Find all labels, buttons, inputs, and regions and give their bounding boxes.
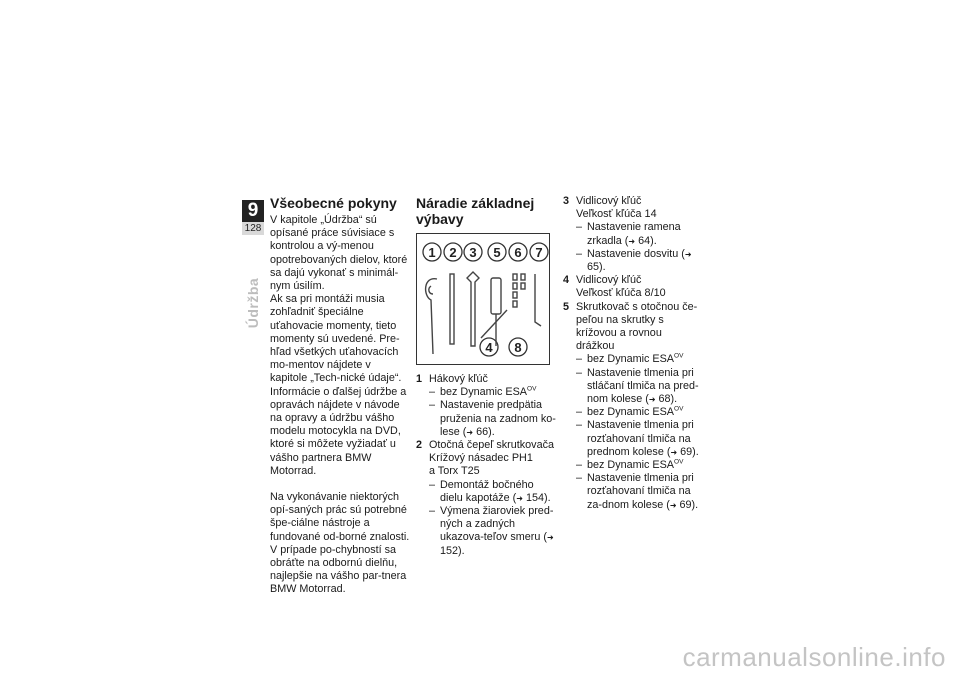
tool-label: 7 [535, 245, 543, 260]
tool-label: 5 [493, 245, 501, 260]
list-item [416, 373, 556, 439]
column-general-notes [270, 195, 410, 597]
page-ref: 64 [638, 234, 651, 247]
ov-marker: OV [674, 405, 684, 413]
chapter-tab [242, 200, 264, 235]
tool-label: 3 [469, 245, 477, 260]
item-number: 5 [563, 300, 570, 313]
column-toolkit [416, 195, 556, 558]
sub-item: – bez Dynamic $ESA^{OV}$ [576, 352, 684, 366]
item-detail: Krížový násadec PH1 [429, 452, 533, 465]
heading-general-notes: Všeobecné pokyny [270, 195, 397, 211]
item-detail: Veľkosť kľúča 8/10 [576, 287, 666, 300]
tool-list [563, 195, 703, 512]
paragraph: Informácie o ďalšej údržbe a opravách nájdete v návode na opravy a údržbu vášho modelu motocykla na DVD, ktoré si môžete vyžiadať u vášho partnera BMW Motorrad. [270, 385, 407, 477]
arrow-right-icon: ➜ [648, 395, 656, 405]
heading-toolkit: Náradie základnej výbavy [416, 195, 535, 227]
section-label-container [244, 268, 262, 338]
page-ref: 66 [476, 425, 489, 438]
arrow-right-icon: ➜ [516, 493, 523, 503]
item-title: Vidlicový kľúč [576, 195, 642, 207]
page-ref: 69 [680, 445, 693, 458]
list-item [563, 301, 703, 512]
item-detail: a Torx T25 [429, 465, 480, 478]
paragraph: Ak sa pri montáži musia zohľadniť špeciálne uťahovacie momenty, tieto momenty sú uvedené. Pre-hľad všetkých uťahovacích mo-mentov nájdete v kapitole „Tech-nické údaje“. [270, 293, 402, 385]
list-item [416, 439, 556, 558]
arrow-right-icon: ➜ [628, 236, 636, 246]
tool-label: 8 [514, 340, 522, 355]
tool-label: 4 [485, 340, 493, 355]
ov-marker: OV [674, 458, 684, 466]
chapter-number: 9 [242, 200, 264, 222]
item-title: Vidlicový kľúč [576, 274, 642, 287]
toolkit-illustration [417, 234, 549, 364]
sub-item: – Nastavenie dosvitu (➜ 65). [576, 247, 692, 274]
page-number: 128 [242, 222, 264, 235]
sub-item: – bez Dynamic $ESA^{OV}$ [429, 385, 537, 399]
sub-item: – Výmena žiaroviek pred-ných a zadných ukazova-teľov smeru (➜ 152). [429, 505, 554, 557]
paragraph: V kapitole „Údržba“ sú opísané práce súvisiace s kontrolou a vý-menou opotrebovaných dielov, ktoré sa dajú vykonať s minimál-nym úsilím. [270, 214, 408, 293]
sub-item: – Nastavenie tlmenia pri rozťahovaní tlmiča na za-dnom kolese (➜ 69). [576, 472, 699, 511]
page-ref: 152 [440, 544, 459, 557]
paragraph: Na vykonávanie niektorých opí-saných prác sú potrebné špe-ciálne nástroje a fundované od-borné znalosti. V prípade po-chybností sa obráťte na odbornú dielňu, najlepšie na vášho par-tnera BMW Motorrad. [270, 491, 410, 596]
item-detail: Veľkosť kľúča 14 [576, 208, 657, 221]
item-number: 3 [563, 195, 570, 207]
item-title: Skrutkovač s otočnou če-peľou na skrutky s krížovou a rovnou drážkou [576, 300, 698, 353]
sub-item: – Nastavenie predpätia pruženia na zadnom ko-lese (➜ 66). [429, 399, 556, 438]
sub-item: – Nastavenie ramena zrkadla (➜ 64). [576, 221, 681, 247]
section-label: Údržba [245, 277, 261, 329]
watermark: carmanualsonline.info [682, 642, 946, 672]
list-item [563, 274, 703, 300]
item-title: Otočná čepeľ skrutkovača [429, 439, 554, 452]
arrow-right-icon: ➜ [670, 447, 678, 457]
arrow-right-icon: ➜ [684, 249, 692, 259]
ov-marker: OV [527, 385, 537, 393]
tool-label: 6 [514, 245, 522, 260]
toolkit-image [416, 233, 550, 365]
tool-list [416, 373, 556, 558]
item-number: 1 [416, 373, 423, 385]
tool-label: 2 [449, 245, 457, 260]
arrow-right-icon: ➜ [546, 533, 554, 543]
item-title: Hákový kľúč [429, 373, 488, 385]
arrow-right-icon: ➜ [466, 427, 474, 437]
sub-item: – Demontáž bočného dielu kapotáže (➜ 154). [429, 478, 551, 504]
arrow-right-icon: ➜ [669, 500, 677, 510]
tool-label: 1 [428, 245, 436, 260]
item-number: 2 [416, 439, 423, 452]
sub-item: – Nastavenie tlmenia pri rozťahovaní tlmiča na prednom kolese (➜ 69). [576, 419, 699, 458]
page-ref: 65 [587, 261, 600, 274]
page-ref: 154 [525, 491, 544, 504]
list-item [563, 195, 703, 274]
column-toolkit-continued [563, 195, 703, 512]
ov-marker: OV [674, 352, 684, 360]
page-ref: 68 [658, 393, 671, 406]
sub-item: – bez Dynamic $ESA^{OV}$ [576, 458, 684, 472]
sub-item: – bez Dynamic $ESA^{OV}$ [576, 405, 684, 419]
page-ref: 69 [679, 498, 692, 511]
sub-item: – Nastavenie tlmenia pri stláčaní tlmiča na pred-nom kolese (➜ 68). [576, 366, 699, 406]
item-number: 4 [563, 274, 570, 287]
